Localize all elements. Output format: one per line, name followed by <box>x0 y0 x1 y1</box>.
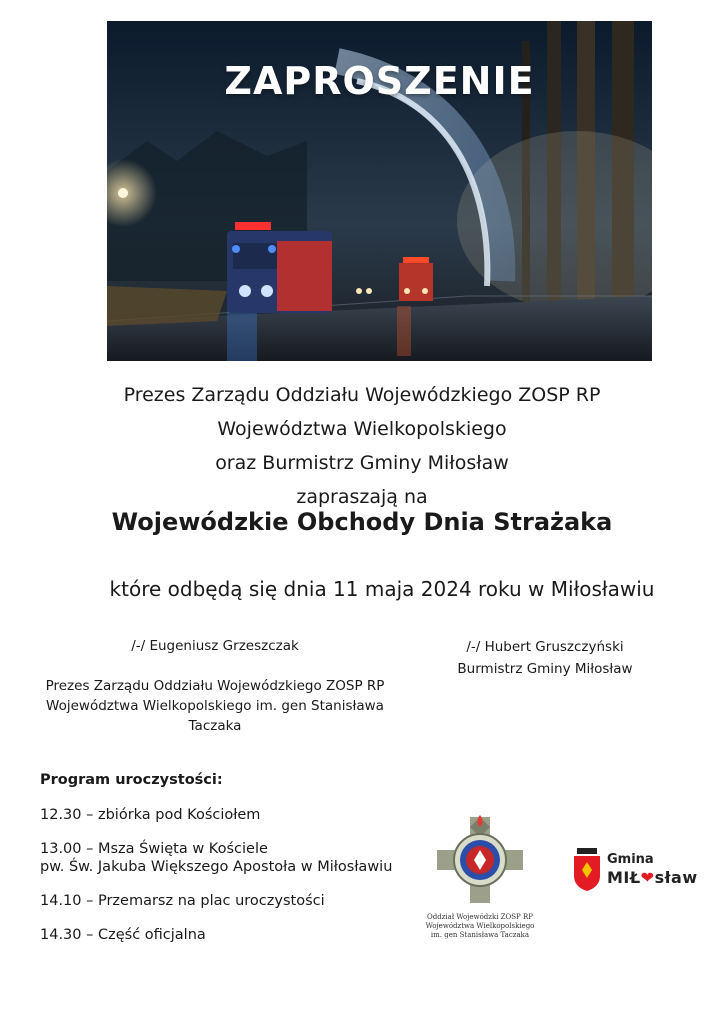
hero-photo <box>107 21 652 361</box>
fire-cross-emblem-icon <box>435 815 525 905</box>
organizers-block <box>0 378 724 514</box>
gmina-word: Gmina <box>607 852 654 867</box>
signature-right-name: /-/ Hubert Gruszczyński <box>466 639 624 655</box>
miloslaw-part-1: MIŁ <box>607 868 641 887</box>
program-item <box>40 926 392 944</box>
zosp-caption-3: im. gen Stanisława Taczaka <box>430 931 530 939</box>
signature-left-name: /-/ Eugeniusz Grzeszczak <box>131 638 299 654</box>
signature-left-role-2: Województwa Wielkopolskiego im. gen Stanisława <box>46 698 384 714</box>
program-heading: Program uroczystości: <box>40 772 223 788</box>
signature-left-role-1: Prezes Zarządu Oddziału Wojewódzkiego ZOSP RP <box>45 678 385 694</box>
miloslaw-word <box>607 868 698 887</box>
program-item-line: 13.00 – Msza Święta w Kościele <box>40 841 268 857</box>
signature-right-role: Burmistrz Gminy Miłosław <box>457 661 633 677</box>
zosp-logo <box>425 815 535 940</box>
signature-right <box>420 636 670 680</box>
signature-left <box>20 636 410 736</box>
coat-of-arms-icon <box>572 848 602 892</box>
signature-left-role-3: Taczaka <box>188 718 242 734</box>
program-item <box>40 806 392 824</box>
heart-icon: ❤ <box>640 868 655 887</box>
zosp-caption-1: Oddział Wojewódzki ZOSP RP <box>427 913 533 921</box>
organizer-line-2: Województwa Wielkopolskiego <box>217 418 507 440</box>
event-title: Wojewódzkie Obchody Dnia Strażaka <box>111 508 613 536</box>
organizer-line-1: Prezes Zarządu Oddziału Wojewódzkiego ZOSP RP <box>123 384 601 406</box>
zosp-caption-2: Województwa Wielkopolskiego <box>425 922 535 930</box>
miloslaw-part-2: sław <box>654 868 698 887</box>
organizer-line-3: oraz Burmistrz Gminy Miłosław <box>215 452 509 474</box>
program-item-line: 14.10 – Przemarsz na plac uroczystości <box>40 893 325 909</box>
invitation-title: ZAPROSZENIE <box>224 59 535 103</box>
program-item <box>40 840 392 876</box>
program-item-line-2: pw. Św. Jakuba Większego Apostoła w Miłosławiu <box>40 859 393 875</box>
program-item <box>40 892 392 910</box>
gmina-miloslaw-logo <box>572 848 712 896</box>
program-item-line: 14.30 – Część oficjalna <box>40 927 206 943</box>
program-item-line: 12.30 – zbiórka pod Kościołem <box>40 807 261 823</box>
organizer-line-4: zapraszają na <box>296 486 428 508</box>
event-date-line: które odbędą się dnia 11 maja 2024 roku w Miłosławiu <box>109 577 655 601</box>
program-section <box>40 772 392 960</box>
